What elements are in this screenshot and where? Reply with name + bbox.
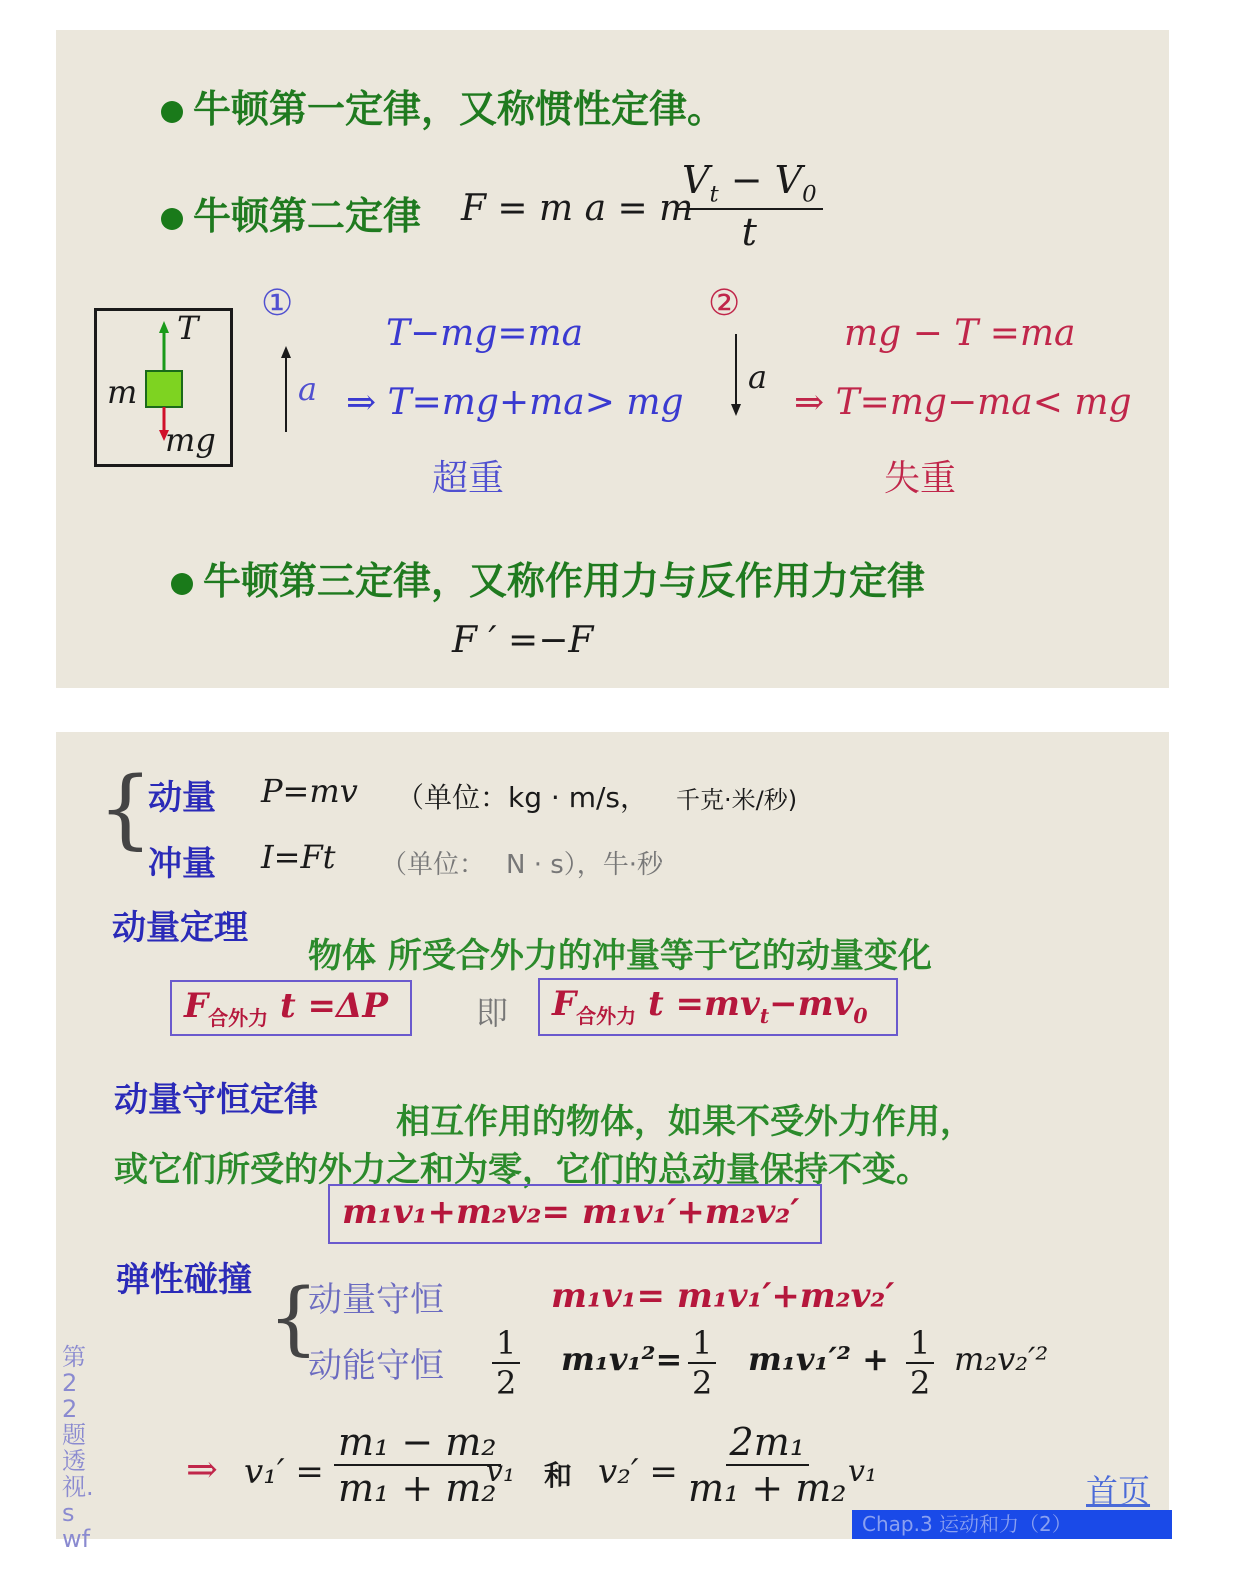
elastic-title: 弹性碰撞 <box>116 1260 252 1300</box>
home-link[interactable]: 首页 <box>1086 1472 1151 1510</box>
case2-equation2: ⇒ T=mg−ma< mg <box>794 382 1132 423</box>
result-frac2: $\frac{\text{2m₁}}{\text{m₁ + m₂}}$ <box>688 1420 847 1510</box>
case2-accel-label: a <box>748 358 768 396</box>
ke-half3: $\frac{1}{2}$ <box>906 1324 934 1402</box>
theorem-title: 动量定理 <box>112 908 248 948</box>
elastic-row2-label: 动能守恒 <box>308 1346 444 1386</box>
result-frac1: $\frac{\text{m₁ − m₂}}{\text{m₁ + m₂}}$ <box>334 1420 501 1510</box>
law2-formula: F = m a = m <box>461 188 694 229</box>
law3-formula: F ′ =−F <box>452 620 594 661</box>
weight-label: mg <box>165 421 216 459</box>
case2-equation1: mg − T =ma <box>844 313 1076 354</box>
bullet-icon <box>171 573 193 595</box>
momentum-brace: { <box>98 759 153 859</box>
bullet-icon <box>161 101 183 123</box>
conservation-formula: m₁v₁+m₂v₂= m₁v₁′+m₂v₂′ <box>342 1192 800 1232</box>
momentum-unit: （单位：kg · m/s， <box>396 781 648 814</box>
tension-label: T <box>177 309 199 347</box>
case1-name: 超重 <box>432 458 505 499</box>
ke-part1: m₁v₁²= <box>561 1340 683 1378</box>
force-diagram <box>94 308 233 467</box>
ji-text: 即 <box>476 994 509 1032</box>
he-text: 和 <box>544 1459 573 1492</box>
ke-half1: $\frac{1}{2}$ <box>492 1324 520 1402</box>
elastic-brace: { <box>268 1271 319 1364</box>
mass-label: m <box>107 373 138 411</box>
momentum-panel <box>56 732 1169 1553</box>
theorem-box2: $F_{合外力}$ $t =mv_t-mv_0$ <box>538 978 898 1036</box>
case1-accel-label: a <box>298 370 318 408</box>
conservation-line2: 或它们所受的外力之和为零，它们的总动量保持不变。 <box>114 1150 930 1190</box>
conservation-title: 动量守恒定律 <box>114 1080 318 1120</box>
momentum-label: 动量 <box>148 778 216 818</box>
ke-part3: m₂v₂′² <box>954 1340 1049 1378</box>
conservation-box <box>328 1184 822 1244</box>
case2-name: 失重 <box>884 458 957 499</box>
case1-equation2: ⇒ T=mg+ma> mg <box>346 382 684 423</box>
arrow-up-icon <box>278 346 294 432</box>
result-arrow: ⇒ <box>186 1447 218 1491</box>
footer-bar: Chap.3 运动和力（2） <box>852 1510 1172 1539</box>
result-tail2: v₁ <box>848 1454 877 1489</box>
law1-line <box>161 78 725 133</box>
law2-fraction: $\frac{V_t - V_0}{t}$ <box>676 158 823 254</box>
result-v2: v₂′ = <box>598 1452 678 1492</box>
law2-line <box>161 185 421 240</box>
impulse-formula: I=Ft <box>261 838 336 876</box>
conservation-line1: 相互作用的物体，如果不受外力作用， <box>396 1102 974 1142</box>
elastic-row1-formula: m₁v₁= m₁v₁′+m₂v₂′ <box>551 1276 895 1316</box>
result-tail1: v₁ <box>486 1454 515 1489</box>
theorem-text: 物体 所受合外力的冲量等于它的动量变化 <box>308 936 932 976</box>
elastic-row1-label: 动量守恒 <box>308 1280 444 1320</box>
case2-marker: ② <box>708 283 741 324</box>
law3-line <box>171 550 925 605</box>
impulse-label: 冲量 <box>148 844 216 884</box>
impulse-unit: （单位： <box>381 850 486 880</box>
arrow-down-icon <box>728 334 744 416</box>
momentum-unit-cn: 千克·米/秒) <box>676 786 798 814</box>
law2-denominator: t <box>741 209 757 254</box>
case1-equation1: T−mg=ma <box>386 313 584 354</box>
impulse-unit2: N · s），牛·秒 <box>506 850 664 880</box>
ke-half2: $\frac{1}{2}$ <box>688 1324 716 1402</box>
ke-part2: m₁v₁′² + <box>748 1340 889 1378</box>
bullet-icon <box>161 208 183 230</box>
law1-text: 牛顿第一定律，又称惯性定律。 <box>193 87 726 131</box>
newton-laws-panel <box>56 30 1169 688</box>
law2-label: 牛顿第二定律 <box>193 194 422 238</box>
momentum-formula: P=mv <box>261 772 358 810</box>
law3-text: 牛顿第三定律，又称作用力与反作用力定律 <box>203 559 926 603</box>
case1-marker: ① <box>261 283 294 324</box>
theorem-box1: $F_{合外力}$ t =ΔP <box>170 980 412 1036</box>
side-label: 第22题透视.swf <box>62 1343 94 1553</box>
result-v1: v₁′ = <box>244 1452 324 1492</box>
